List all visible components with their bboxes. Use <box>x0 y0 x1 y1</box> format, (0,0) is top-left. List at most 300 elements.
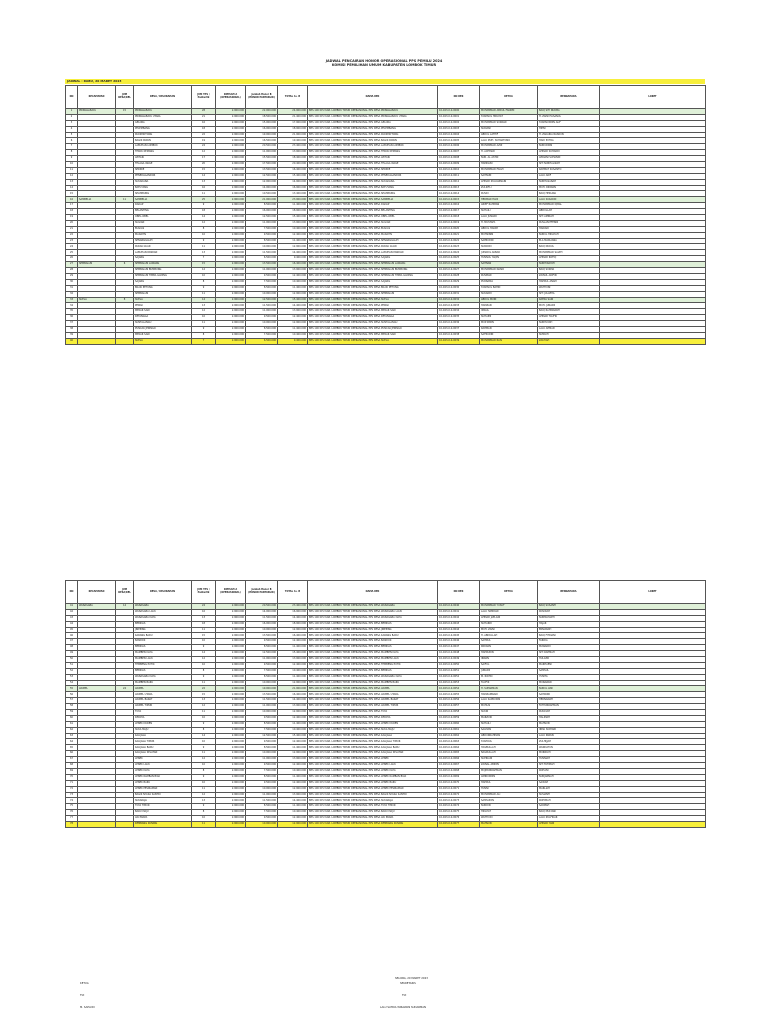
cell-honor: 10.000.000 <box>246 291 278 297</box>
cell-total: 9.400.000 <box>278 338 308 344</box>
cell-total: 11.400.000 <box>278 745 308 751</box>
cell-no-rek: 10-043-0-0-0016 <box>438 203 480 209</box>
cell-no-rek: 10-043-0-0-0052 <box>438 674 480 680</box>
cell-total: 10.400.000 <box>278 668 308 674</box>
cell-ketua: ZAINAL ABIDIN <box>480 763 538 769</box>
cell-ketua: SURIANI <box>480 126 538 132</box>
cell-no: 19 <box>66 215 78 221</box>
cell-no: 77 <box>66 816 78 822</box>
cell-jum-tps: 14 <box>192 651 216 657</box>
cell-no: 8 <box>66 150 78 156</box>
cell-jum-tps: 18 <box>192 209 216 215</box>
cell-operasional: 2.900.000 <box>216 627 246 633</box>
cell-desa: BATUYANG <box>134 185 192 191</box>
table-row <box>66 821 706 827</box>
cell-ketua: HUSNUL YAQIN <box>480 256 538 262</box>
cell-operasional: 2.900.000 <box>216 615 246 621</box>
cell-total: 19.400.000 <box>278 138 308 144</box>
cell-no-rek: 10-043-0-0-0041 <box>438 609 480 615</box>
cell-jum-tps: 11 <box>192 191 216 197</box>
column-header: NO <box>66 581 78 604</box>
cell-ketua: AHMAD ZULKARNAIN <box>480 179 538 185</box>
cell-total: 12.900.000 <box>278 821 308 827</box>
cell-ketua: HERMAN HADI <box>480 197 538 203</box>
cell-desa: WANASABA LAUK <box>134 609 192 615</box>
cell-honor: 8.500.000 <box>246 326 278 332</box>
cell-no-rek: 10-043-0-0-0030 <box>438 285 480 291</box>
cell-no-rek: 10-043-0-0-0050 <box>438 662 480 668</box>
cell-kecamatan: SEMBALUN <box>78 262 116 268</box>
cell-ketua: LALU HAMDAN <box>480 609 538 615</box>
cell-bendahara: BAIQ SUKMA <box>538 268 600 274</box>
cell-desa: SUKADANA <box>134 179 192 185</box>
cell-no-rek: 10-043-0-0-0056 <box>438 698 480 704</box>
cell-no: 70 <box>66 774 78 780</box>
cell-nama-rek: BPS 100 KPU KAB. LOMBOK TIMUR OPERASIONAL PPS DESA SAJANG <box>308 279 438 285</box>
cell-desa: SAJANG <box>134 279 192 285</box>
cell-nama-rek: BPS 100 KPU KAB. LOMBOK TIMUR OPERASIONAL PPS DESA AIK PRAPA <box>308 816 438 822</box>
cell-jum-tps: 12 <box>192 220 216 226</box>
cell-desa: KEROYA <box>134 715 192 721</box>
cell-no-rek: 10-043-0-0-0054 <box>438 686 480 692</box>
cell-honor: 9.500.000 <box>246 315 278 321</box>
cell-ketua: JUMADIL AKBAR <box>480 250 538 256</box>
cell-honor: 11.000.000 <box>246 657 278 663</box>
cell-no-rek: 10-043-0-0-0009 <box>438 162 480 168</box>
cell-jum-tps: 10 <box>192 639 216 645</box>
cell-desa: SUKARAJA <box>134 798 192 804</box>
cell-desa: BEBIDAS <box>134 621 192 627</box>
cell-bendahara: WAHYUNI <box>538 285 600 291</box>
cell-honor: 12.000.000 <box>246 179 278 185</box>
cell-total: 10.400.000 <box>278 332 308 338</box>
cell-operasional: 2.900.000 <box>216 132 246 138</box>
cell-no-rek: 10-043-0-0-0039 <box>438 338 480 344</box>
column-header: Jumlah Honor B (HONOR PANTARLIK) <box>246 86 278 109</box>
cell-no: 36 <box>66 315 78 321</box>
cell-no: 49 <box>66 651 78 657</box>
cell-nama-rek: BPS 100 KPU KAB. LOMBOK TIMUR OPERASIONAL PPS DESA BAGIK NYAKA SANTRI <box>308 792 438 798</box>
cell-no-rek: 10-043-0-0-0032 <box>438 297 480 303</box>
cell-no: 39 <box>66 332 78 338</box>
cell-honor: 8.500.000 <box>246 645 278 651</box>
cell-no-rek: 10-043-0-0-0022 <box>438 238 480 244</box>
cell-no-rek: 10-043-0-0-0062 <box>438 733 480 739</box>
cell-nama-rek: BPS 100 KPU KAB. LOMBOK TIMUR OPERASIONAL PPS DESA WANASABA DAYA <box>308 615 438 621</box>
cell-desa: SAJANG <box>134 256 192 262</box>
column-header: NAMA REK <box>308 86 438 109</box>
cell-jum-tps: 20 <box>192 162 216 168</box>
cell-total: 18.900.000 <box>278 209 308 215</box>
cell-desa: BELANTING <box>134 209 192 215</box>
cell-jum-tps: 21 <box>192 114 216 120</box>
cell-no-rek: 10-043-0-0-0058 <box>438 710 480 716</box>
cell-nama-rek: BPS 100 KPU KAB. LOMBOK TIMUR OPERASIONAL PPS DESA PADAK GUAR <box>308 244 438 250</box>
cell-no: 18 <box>66 209 78 215</box>
cell-honor: 9.500.000 <box>246 739 278 745</box>
cell-jum-desa <box>116 821 134 827</box>
cell-desa: BILOK PETUNG <box>134 285 192 291</box>
cell-total: 12.900.000 <box>278 786 308 792</box>
cell-jum-tps: 8 <box>192 279 216 285</box>
cell-honor: 9.500.000 <box>246 763 278 769</box>
cell-bendahara: SUMIATI <box>538 332 600 338</box>
cell-jum-tps: 15 <box>192 633 216 639</box>
cell-no-rek: 10-043-0-0-0071 <box>438 786 480 792</box>
cell-bendahara: SITI RAHMAH <box>538 651 600 657</box>
cell-honor: 11.500.000 <box>246 250 278 256</box>
cell-jum-tps: 14 <box>192 173 216 179</box>
cell-ketua: MAHSUN <box>480 821 538 827</box>
cell-honor: 15.000.000 <box>246 120 278 126</box>
cell-total: 12.900.000 <box>278 751 308 757</box>
cell-no-rek: 10-043-0-0-0025 <box>438 256 480 262</box>
cell-jum-tps: 28 <box>192 109 216 115</box>
cell-honor: 8.500.000 <box>246 285 278 291</box>
cell-honor: 16.000.000 <box>246 209 278 215</box>
cell-jum-tps: 12 <box>192 757 216 763</box>
cell-nama-rek: BPS 100 KPU KAB. LOMBOK TIMUR OPERASIONAL PPS DESA MEKAR SARI <box>308 309 438 315</box>
cell-bendahara: AHMAD SUHARDI <box>538 150 600 156</box>
cell-no-rek: 10-043-0-0-0034 <box>438 309 480 315</box>
cell-ketua: ABDUL HAKIM <box>480 226 538 232</box>
cell-no: 5 <box>66 132 78 138</box>
cell-no-rek: 10-043-0-0-0014 <box>438 191 480 197</box>
cell-no-rek: 10-043-0-0-0069 <box>438 774 480 780</box>
cell-operasional: 2.900.000 <box>216 285 246 291</box>
cell-ketua: TAUFIK <box>480 680 538 686</box>
cell-operasional: 2.900.000 <box>216 185 246 191</box>
cell-jum-tps: 18 <box>192 621 216 627</box>
cell-jum-tps: 9 <box>192 804 216 810</box>
cell-no-rek: 10-043-0-0-0067 <box>438 763 480 769</box>
cell-desa: SEMBALUN <box>134 291 192 297</box>
cell-nama-rek: BPS 100 KPU KAB. LOMBOK TIMUR OPERASIONAL PPS DESA PRINGGABAYA UTARA <box>308 114 438 120</box>
cell-operasional: 2.900.000 <box>216 727 246 733</box>
cell-ketua: NURDIN <box>480 804 538 810</box>
cell-nama-rek: BPS 100 KPU KAB. LOMBOK TIMUR OPERASIONAL PPS DESA MAMBEN LAUK <box>308 657 438 663</box>
cell-jum-tps: 10 <box>192 763 216 769</box>
cell-ketua: MUHSININ <box>480 232 538 238</box>
cell-total: 12.900.000 <box>278 291 308 297</box>
cell-desa: SUELA <box>134 338 192 344</box>
cell-operasional: 2.900.000 <box>216 326 246 332</box>
cell-no: 46 <box>66 633 78 639</box>
cell-no: 15 <box>66 191 78 197</box>
cell-total: 23.400.000 <box>278 604 308 610</box>
cell-nama-rek: BPS 100 KPU KAB. LOMBOK TIMUR OPERASIONAL PPS DESA LENEK <box>308 757 438 763</box>
cell-bendahara: ZAINUL ARIFIN <box>538 273 600 279</box>
cell-no: 47 <box>66 639 78 645</box>
cell-ketua: M. RIDHO <box>480 674 538 680</box>
cell-no: 9 <box>66 156 78 162</box>
cell-operasional: 2.900.000 <box>216 804 246 810</box>
column-header: KETUA <box>480 581 538 604</box>
cell-bendahara: MAWARDI <box>538 645 600 651</box>
cell-honor: 10.000.000 <box>246 751 278 757</box>
cell-desa: LENEK DUREN <box>134 721 192 727</box>
column-header: JUM DESA/KEL <box>116 581 134 604</box>
cell-no-rek: 10-043-0-0-0007 <box>438 150 480 156</box>
cell-jum-tps: 9 <box>192 745 216 751</box>
cell-no-rek: 10-043-0-0-0029 <box>438 279 480 285</box>
cell-operasional: 2.900.000 <box>216 645 246 651</box>
cell-total: 11.400.000 <box>278 326 308 332</box>
cell-operasional: 2.900.000 <box>216 109 246 115</box>
cell-desa: AIKMEL <box>134 686 192 692</box>
cell-ketua: MUSTAMIN <box>480 321 538 327</box>
cell-jum-tps: 17 <box>192 156 216 162</box>
cell-jum-tps: 13 <box>192 303 216 309</box>
cell-jum-tps: 13 <box>192 179 216 185</box>
cell-desa: PADAK GUAR <box>134 244 192 250</box>
cell-bendahara: MUHAMMAD IQBAL <box>538 203 600 209</box>
cell-nama-rek: BPS 100 KPU KAB. LOMBOK TIMUR OPERASIONAL PPS DESA TEMBENG PUTIK <box>308 662 438 668</box>
cell-nama-rek: BPS 100 KPU KAB. LOMBOK TIMUR OPERASIONAL PPS DESA KETANGGA <box>308 315 438 321</box>
cell-desa: JINEPING <box>134 627 192 633</box>
cell-jum-tps: 8 <box>192 810 216 816</box>
cell-no-rek: 10-043-0-0-0061 <box>438 727 480 733</box>
cell-nama-rek: BPS 100 KPU KAB. LOMBOK TIMUR OPERASIONAL PPS DESA LENEK BARU <box>308 780 438 786</box>
cell-jum-tps: 16 <box>192 609 216 615</box>
cell-total: 16.900.000 <box>278 185 308 191</box>
cell-desa: AIK PRAPA <box>134 816 192 822</box>
cell-total: 9.400.000 <box>278 256 308 262</box>
cell-bendahara: ERNAWATI <box>538 627 600 633</box>
cell-honor: 7.500.000 <box>246 226 278 232</box>
cell-total: 13.900.000 <box>278 268 308 274</box>
cell-no: 16 <box>66 197 78 203</box>
cell-nama-rek: BPS 100 KPU KAB. LOMBOK TIMUR OPERASIONAL PPS DESA SELIMBUNG <box>308 191 438 197</box>
cell-jum-tps: 25 <box>192 197 216 203</box>
cell-operasional: 2.900.000 <box>216 686 246 692</box>
cell-operasional: 2.900.000 <box>216 244 246 250</box>
cell-bendahara: SYAMSUDDIN ALIF <box>538 120 600 126</box>
cell-jum-tps: 15 <box>192 692 216 698</box>
cell-desa: PRINGGABAYA UTARA <box>134 114 192 120</box>
cell-honor: 11.500.000 <box>246 615 278 621</box>
cell-jum-tps: 10 <box>192 273 216 279</box>
cell-no-rek: 10-043-0-0-0075 <box>438 810 480 816</box>
cell-ketua: AMIRUDDIN <box>480 774 538 780</box>
cell-ketua: MUJIBURRAHMAN <box>480 768 538 774</box>
cell-honor: 16.000.000 <box>246 621 278 627</box>
cell-total: 21.400.000 <box>278 114 308 120</box>
cell-total: 23.900.000 <box>278 197 308 203</box>
cell-nama-rek: BPS 100 KPU KAB. LOMBOK TIMUR OPERASIONAL PPS DESA JINEPING <box>308 627 438 633</box>
cell-honor: 11.500.000 <box>246 698 278 704</box>
cell-honor: 9.500.000 <box>246 273 278 279</box>
cell-no: 74 <box>66 798 78 804</box>
cell-ketua: MUHAMMAD YUSUF <box>480 604 538 610</box>
cell-bendahara: ZULHIJJAH <box>538 739 600 745</box>
cell-jum-tps: 12 <box>192 150 216 156</box>
cell-no: 35 <box>66 309 78 315</box>
cell-jum-tps: 18 <box>192 126 216 132</box>
cell-operasional: 2.900.000 <box>216 215 246 221</box>
cell-no: 53 <box>66 674 78 680</box>
cell-no: 4 <box>66 126 78 132</box>
cell-jum-tps: 7 <box>192 256 216 262</box>
cell-bendahara: LALU ARIF <box>538 173 600 179</box>
cell-honor: 7.500.000 <box>246 668 278 674</box>
cell-kecamatan <box>78 821 116 827</box>
cell-ketua: WAHYUDI <box>480 816 538 822</box>
cell-jum-tps: 14 <box>192 215 216 221</box>
cell-jum-tps: 11 <box>192 627 216 633</box>
cell-nama-rek: BPS 100 KPU KAB. LOMBOK TIMUR OPERASIONAL PPS DESA BATUYANG <box>308 185 438 191</box>
cell-honor: 20.500.000 <box>246 144 278 150</box>
cell-desa: KEMBANG KUNING <box>134 821 192 827</box>
cell-desa: PERIGI <box>134 303 192 309</box>
cell-bendahara: HALIMAH <box>538 715 600 721</box>
cell-no: 51 <box>66 662 78 668</box>
cell-no: 43 <box>66 615 78 621</box>
cell-nama-rek: BPS 100 KPU KAB. LOMBOK TIMUR OPERASIONAL PPS DESA BEBIDAS <box>308 621 438 627</box>
cell-operasional: 2.900.000 <box>216 120 246 126</box>
cell-no: 54 <box>66 680 78 686</box>
cell-honor: 10.000.000 <box>246 321 278 327</box>
column-header: KETUA <box>480 86 538 109</box>
cell-nama-rek: BPS 100 KPU KAB. LOMBOK TIMUR OPERASIONAL PPS DESA AIKMEL <box>308 686 438 692</box>
cell-no: 50 <box>66 657 78 663</box>
cell-ketua: HIDAYAT <box>480 810 538 816</box>
cell-no: 73 <box>66 792 78 798</box>
cell-no: 62 <box>66 727 78 733</box>
cell-bendahara: BAIQ SITI NURMA <box>538 109 600 115</box>
cell-bendahara: H. ZAINI HASANUL <box>538 114 600 120</box>
cell-desa: TOYA TIMUR <box>134 804 192 810</box>
cell-bendahara: APRIANI SUHANDI <box>538 156 600 162</box>
cell-nama-rek: BPS 100 KPU KAB. LOMBOK TIMUR OPERASIONAL PPS DESA TELAGA WAGE <box>308 162 438 168</box>
cell-total: 12.900.000 <box>278 321 308 327</box>
cell-honor: 11.000.000 <box>246 309 278 315</box>
cell-no-rek: 10-043-0-0-0046 <box>438 639 480 645</box>
cell-desa: BARU MAJU <box>134 810 192 816</box>
cell-honor: 9.500.000 <box>246 639 278 645</box>
cell-operasional: 2.900.000 <box>216 698 246 704</box>
cell-bendahara: IRMA SURYANI <box>538 727 600 733</box>
cell-operasional: 2.900.000 <box>216 162 246 168</box>
cell-desa: BEBIDAS <box>134 645 192 651</box>
cell-no-rek: 10-043-0-0-0028 <box>438 273 480 279</box>
cell-operasional: 2.900.000 <box>216 321 246 327</box>
cell-no-rek: 10-043-0-0-0001 <box>438 114 480 120</box>
cell-desa: TELAGA WAGE <box>134 162 192 168</box>
cell-nama-rek: BPS 100 KPU KAB. LOMBOK TIMUR OPERASIONAL PPS DESA KALIJAGA <box>308 733 438 739</box>
cell-desa: MAMBEN DAYA <box>134 651 192 657</box>
cell-jum-tps: 10 <box>192 315 216 321</box>
cell-bendahara: SITI AMINAH <box>538 215 600 221</box>
cell-no: 32 <box>66 291 78 297</box>
cell-operasional: 2.900.000 <box>216 715 246 721</box>
cell-desa: WANASABA DAYA <box>134 615 192 621</box>
cell-nama-rek: BPS 100 KPU KAB. LOMBOK TIMUR OPERASIONAL PPS DESA AIKMEL TIMUR <box>308 704 438 710</box>
cell-bendahara: FATHURRAHMAN <box>538 704 600 710</box>
cell-nama-rek: BPS 100 KPU KAB. LOMBOK TIMUR OPERASIONAL PPS DESA SAMBELIA <box>308 197 438 203</box>
cell-no-rek: 10-043-0-0-0021 <box>438 232 480 238</box>
column-header: KECAMATAN <box>78 86 116 109</box>
cell-no-rek: 10-043-0-0-0013 <box>438 185 480 191</box>
column-header: NAMA REK <box>308 581 438 604</box>
cell-honor: 11.000.000 <box>246 220 278 226</box>
cell-no: 40 <box>66 338 78 344</box>
table-header-row <box>66 581 706 604</box>
cell-no: 26 <box>66 256 78 262</box>
cell-honor: 9.500.000 <box>246 715 278 721</box>
cell-nama-rek: BPS 100 KPU KAB. LOMBOK TIMUR OPERASIONAL PPS DESA KALIJAGA BARU <box>308 745 438 751</box>
cell-operasional: 2.900.000 <box>216 156 246 162</box>
schedule-day-banner: JADWAL : RABU, 20 MARET 2023 <box>65 79 705 84</box>
cell-nama-rek: BPS 100 KPU KAB. LOMBOK TIMUR OPERASIONAL PPS DESA AIKMEL UTARA <box>308 692 438 698</box>
cell-desa: KALIJAGA BARU <box>134 745 192 751</box>
cell-no: 55 <box>66 686 78 692</box>
cell-no: 76 <box>66 810 78 816</box>
cell-total: 14.900.000 <box>278 179 308 185</box>
cell-total: 15.400.000 <box>278 173 308 179</box>
cell-operasional: 2.900.000 <box>216 792 246 798</box>
cell-operasional: 2.900.000 <box>216 816 246 822</box>
cell-operasional: 2.900.000 <box>216 821 246 827</box>
cell-ketua: H. MUSTAFA <box>480 220 538 226</box>
cell-honor: 12.500.000 <box>246 651 278 657</box>
cell-jum-tps: 16 <box>192 120 216 126</box>
cell-nama-rek: BPS 100 KPU KAB. LOMBOK TIMUR OPERASIONAL PPS DESA PELEMBANG <box>308 126 438 132</box>
cell-jum-tps: 8 <box>192 768 216 774</box>
cell-jum-tps: 11 <box>192 291 216 297</box>
cell-desa: SENANGGALIH <box>134 238 192 244</box>
signature-right-name: LALU SATRIA WIRAWAN SUDARMAN <box>380 1006 426 1009</box>
cell-operasional: 2.900.000 <box>216 262 246 268</box>
cell-bendahara: BAIQ MULYANI <box>538 810 600 816</box>
cell-nama-rek: BPS 100 KPU KAB. LOMBOK TIMUR OPERASIONAL PPS DESA BEBIDAS <box>308 668 438 674</box>
cell-no: 28 <box>66 268 78 274</box>
cell-bendahara: BAIQ FITRIANI <box>538 633 600 639</box>
cell-no: 44 <box>66 621 78 627</box>
document-subtitle: KOMISI PEMILIHAN UMUM KABUPATEN LOMBOK TIMUR <box>331 63 437 67</box>
cell-bendahara: MURNIATI <box>538 751 600 757</box>
cell-no: 58 <box>66 704 78 710</box>
cell-desa: MAMBEN BARU <box>134 680 192 686</box>
cell-honor: 13.500.000 <box>246 633 278 639</box>
cell-ketua: SAFRUDIN <box>480 332 538 338</box>
cell-nama-rek: BPS 100 KPU KAB. LOMBOK TIMUR OPERASIONAL PPS DESA MAMBEN BARU <box>308 680 438 686</box>
cell-operasional: 2.900.000 <box>216 138 246 144</box>
cell-nama-rek: BPS 100 KPU KAB. LOMBOK TIMUR OPERASIONAL PPS DESA LABUHAN PANDAN <box>308 250 438 256</box>
cell-no-rek: 10-043-0-0-0055 <box>438 692 480 698</box>
cell-honor: 7.500.000 <box>246 727 278 733</box>
cell-desa: SUELA <box>134 297 192 303</box>
cell-total: 18.400.000 <box>278 156 308 162</box>
cell-operasional: 2.900.000 <box>216 668 246 674</box>
cell-honor: 15.500.000 <box>246 156 278 162</box>
cell-bendahara: ROSIDAH <box>538 609 600 615</box>
cell-ketua: SYAMSUL HIDAYAT <box>480 114 538 120</box>
cell-jum-tps: 8 <box>192 668 216 674</box>
cell-no: 34 <box>66 303 78 309</box>
cell-no: 12 <box>66 173 78 179</box>
cell-operasional: 2.900.000 <box>216 662 246 668</box>
cell-operasional: 2.900.000 <box>216 639 246 645</box>
cell-no: 61 <box>66 721 78 727</box>
cell-no-rek: 10-043-0-0-0076 <box>438 816 480 822</box>
cell-desa: AIKMEL BARAT <box>134 698 192 704</box>
cell-ketua: H. ABDULLAH <box>480 633 538 639</box>
column-header: DIPISAH A (OPERASIONAL) <box>216 86 246 109</box>
cell-honor: 10.000.000 <box>246 821 278 827</box>
cell-operasional: 2.900.000 <box>216 197 246 203</box>
column-header: JUM TPS / PantarlIk <box>192 581 216 604</box>
